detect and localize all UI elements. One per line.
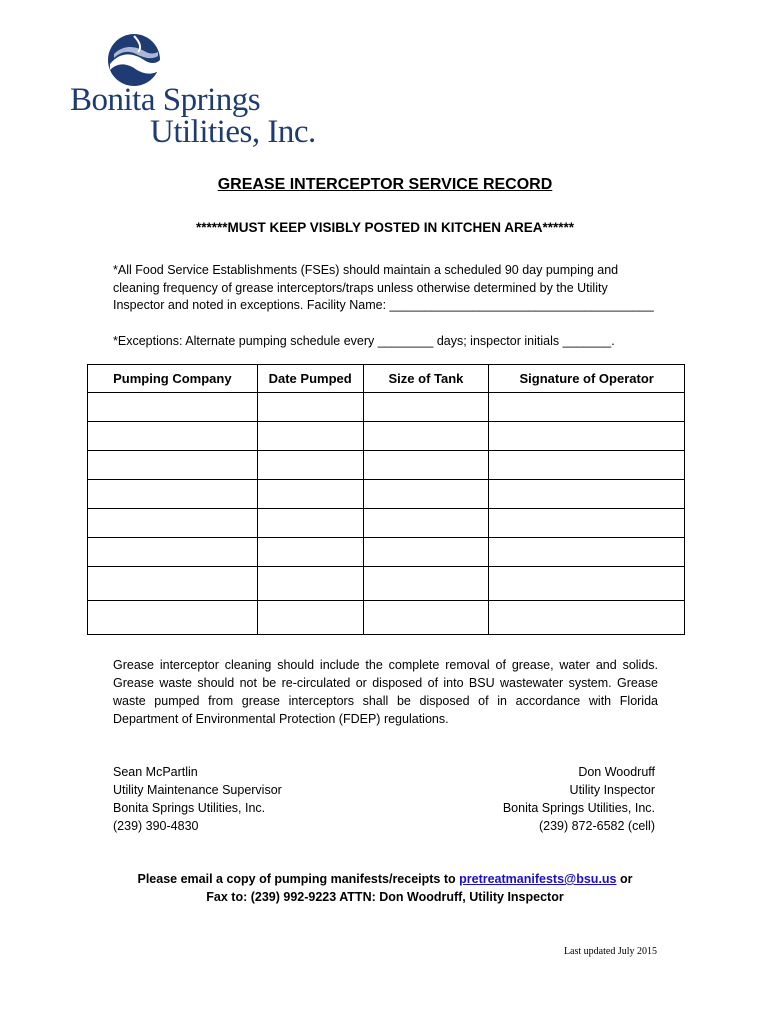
- contact-org: Bonita Springs Utilities, Inc.: [113, 801, 266, 815]
- table-row: [88, 601, 685, 635]
- table-row: [88, 509, 685, 538]
- cell-pumping-company[interactable]: [88, 480, 258, 509]
- header-date-pumped: Date Pumped: [257, 365, 363, 393]
- cell-signature[interactable]: [489, 601, 685, 635]
- cell-pumping-company[interactable]: [88, 451, 258, 480]
- cell-signature[interactable]: [489, 480, 685, 509]
- fax-line: Fax to: (239) 992-9223 ATTN: Don Woodruff, Utility Inspector: [206, 890, 564, 904]
- requirement-paragraph: *All Food Service Establishments (FSEs) should maintain a scheduled 90 day pumping and cleaning frequency of grease interceptors/traps unless otherwise determined by the Utility Inspector and noted in exceptions. Facility Name: ______________________________________: [113, 263, 654, 312]
- cell-pumping-company[interactable]: [88, 567, 258, 601]
- cell-date-pumped[interactable]: [257, 538, 363, 567]
- contact-role: Utility Inspector: [569, 783, 655, 797]
- cell-signature[interactable]: [489, 422, 685, 451]
- exceptions-line: *Exceptions: Alternate pumping schedule every ________ days; inspector initials _______.: [113, 334, 615, 348]
- cell-size-of-tank[interactable]: [363, 393, 489, 422]
- cell-date-pumped[interactable]: [257, 422, 363, 451]
- cell-signature[interactable]: [489, 567, 685, 601]
- logo-line-1: Bonita Springs: [70, 82, 261, 118]
- cell-date-pumped[interactable]: [257, 601, 363, 635]
- email-link[interactable]: pretreatmanifests@bsu.us: [459, 872, 617, 886]
- contact-inspector: [455, 763, 655, 835]
- page-title: GREASE INTERCEPTOR SERVICE RECORD: [217, 176, 553, 193]
- cleaning-note: Grease interceptor cleaning should include the complete removal of grease, water and solids. Grease waste should not be re-circulated or disposed of into BSU wastewater system. Grease waste pumped from grease interceptors shall be disposed of in accordance with Florida Department of Environmental Protection (FDEP) regulations.: [113, 658, 658, 726]
- cell-pumping-company[interactable]: [88, 393, 258, 422]
- contact-org: Bonita Springs Utilities, Inc.: [502, 801, 655, 815]
- last-updated: Last updated July 2015: [563, 946, 657, 957]
- posted-notice: ******MUST KEEP VISIBLY POSTED IN KITCHEN AREA******: [195, 220, 575, 235]
- contact-supervisor: [113, 763, 282, 835]
- cell-size-of-tank[interactable]: [363, 538, 489, 567]
- cell-signature[interactable]: [489, 538, 685, 567]
- cell-date-pumped[interactable]: [257, 393, 363, 422]
- logo-wave-icon: [104, 30, 164, 90]
- cell-size-of-tank[interactable]: [363, 567, 489, 601]
- email-suffix: or: [616, 872, 633, 886]
- cell-size-of-tank[interactable]: [363, 480, 489, 509]
- contact-phone: (239) 872-6582 (cell): [538, 819, 655, 833]
- table-row: [88, 422, 685, 451]
- cell-signature[interactable]: [489, 393, 685, 422]
- header-size-of-tank: Size of Tank: [363, 365, 489, 393]
- contact-role: Utility Maintenance Supervisor: [113, 783, 282, 797]
- cell-pumping-company[interactable]: [88, 509, 258, 538]
- cell-date-pumped[interactable]: [257, 480, 363, 509]
- cell-signature[interactable]: [489, 451, 685, 480]
- cell-date-pumped[interactable]: [257, 451, 363, 480]
- cell-size-of-tank[interactable]: [363, 422, 489, 451]
- cell-size-of-tank[interactable]: [363, 451, 489, 480]
- cell-pumping-company[interactable]: [88, 601, 258, 635]
- cell-pumping-company[interactable]: [88, 422, 258, 451]
- email-prefix: Please email a copy of pumping manifests/receipts to: [137, 872, 460, 886]
- contact-name: Don Woodruff: [578, 765, 655, 779]
- cell-date-pumped[interactable]: [257, 567, 363, 601]
- cell-size-of-tank[interactable]: [363, 601, 489, 635]
- table-row: [88, 480, 685, 509]
- cell-signature[interactable]: [489, 509, 685, 538]
- contact-name: Sean McPartlin: [113, 765, 198, 779]
- table-header-row: [88, 365, 685, 393]
- service-record-table: [87, 364, 685, 635]
- header-signature-of-operator: Signature of Operator: [489, 365, 685, 393]
- cell-size-of-tank[interactable]: [363, 509, 489, 538]
- logo-line-2: Utilities, Inc.: [150, 114, 316, 150]
- table-row: [88, 538, 685, 567]
- table-row: [88, 451, 685, 480]
- cell-pumping-company[interactable]: [88, 538, 258, 567]
- company-logo: [70, 30, 330, 150]
- table-row: [88, 393, 685, 422]
- cell-date-pumped[interactable]: [257, 509, 363, 538]
- email-instruction: [0, 870, 770, 906]
- table-row: [88, 567, 685, 601]
- contact-phone: (239) 390-4830: [113, 819, 199, 833]
- header-pumping-company: Pumping Company: [88, 365, 258, 393]
